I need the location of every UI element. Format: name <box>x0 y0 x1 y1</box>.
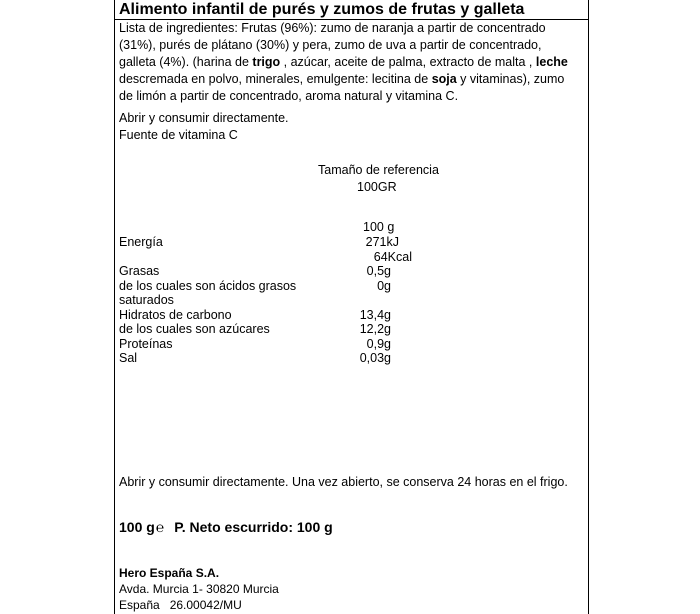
row-label-azucares: de los cuales son azúcares <box>119 322 270 336</box>
storage-instructions: Abrir y consumir directamente. Una vez abierto, se conserva 24 horas en el frigo. <box>119 475 568 489</box>
usage-instructions: Abrir y consumir directamente. <box>119 111 289 125</box>
row-value-proteinas: 0,9g <box>366 337 391 351</box>
row-value-saturadas: 0g <box>377 279 391 293</box>
row-value-energia-kcal: 64Kcal <box>373 250 412 264</box>
company-name: Hero España S.A. <box>119 566 220 580</box>
ingredients-part-4: y vitaminas), zumo de limón a partir de concentrado, aroma natural y vitamina C. <box>119 72 565 103</box>
net-weight <box>119 519 333 535</box>
reference-size-value: 100GR <box>357 180 397 194</box>
product-info-sheet <box>114 0 589 614</box>
ingredients-part-2: , azúcar, aceite de palma, extracto de malta , <box>280 55 536 69</box>
column-header-100g: 100 g <box>363 220 395 234</box>
row-label-energia: Energía <box>119 235 163 249</box>
row-value-azucares: 12,2g <box>359 322 391 336</box>
row-label-grasas: Grasas <box>119 264 160 278</box>
allergen-leche: leche <box>535 55 568 69</box>
estimated-sign-icon: ℮ <box>155 519 165 535</box>
row-label-proteinas: Proteínas <box>119 337 173 351</box>
ingredients-text <box>119 20 581 105</box>
registration-code: España 26.00042/MU <box>119 598 242 612</box>
row-value-grasas: 0,5g <box>366 264 391 278</box>
ingredients-part-1: Lista de ingredientes: Frutas (96%): zumo de naranja a partir de concentrado (31%), purés de plátano (30%) y pera, zumo de uva a partir de concentrado, galleta (4%). (harina de <box>119 21 546 69</box>
allergen-soja: soja <box>431 72 457 86</box>
vitamin-claim: Fuente de vitamina C <box>119 128 238 142</box>
allergen-trigo: trigo <box>252 55 281 69</box>
row-value-energia-kj: 271kJ <box>365 235 399 249</box>
reference-size-label: Tamaño de referencia <box>318 163 439 177</box>
row-value-hidratos: 13,4g <box>359 308 391 322</box>
row-label-hidratos: Hidratos de carbono <box>119 308 232 322</box>
net-weight-value: 100 g <box>119 519 155 535</box>
ingredients-part-3: descremada en polvo, minerales, emulgente: lecitina de <box>119 72 432 86</box>
row-value-sal: 0,03g <box>359 351 391 365</box>
product-title: Alimento infantil de purés y zumos de frutas y galleta <box>119 1 525 18</box>
row-label-saturadas: de los cuales son ácidos grasos <box>119 279 297 293</box>
drained-weight: P. Neto escurrido: 100 g <box>174 519 333 535</box>
company-address: Avda. Murcia 1- 30820 Murcia <box>119 582 279 596</box>
row-label-sal: Sal <box>119 351 138 365</box>
row-label-saturados-cont: saturados <box>119 293 174 307</box>
